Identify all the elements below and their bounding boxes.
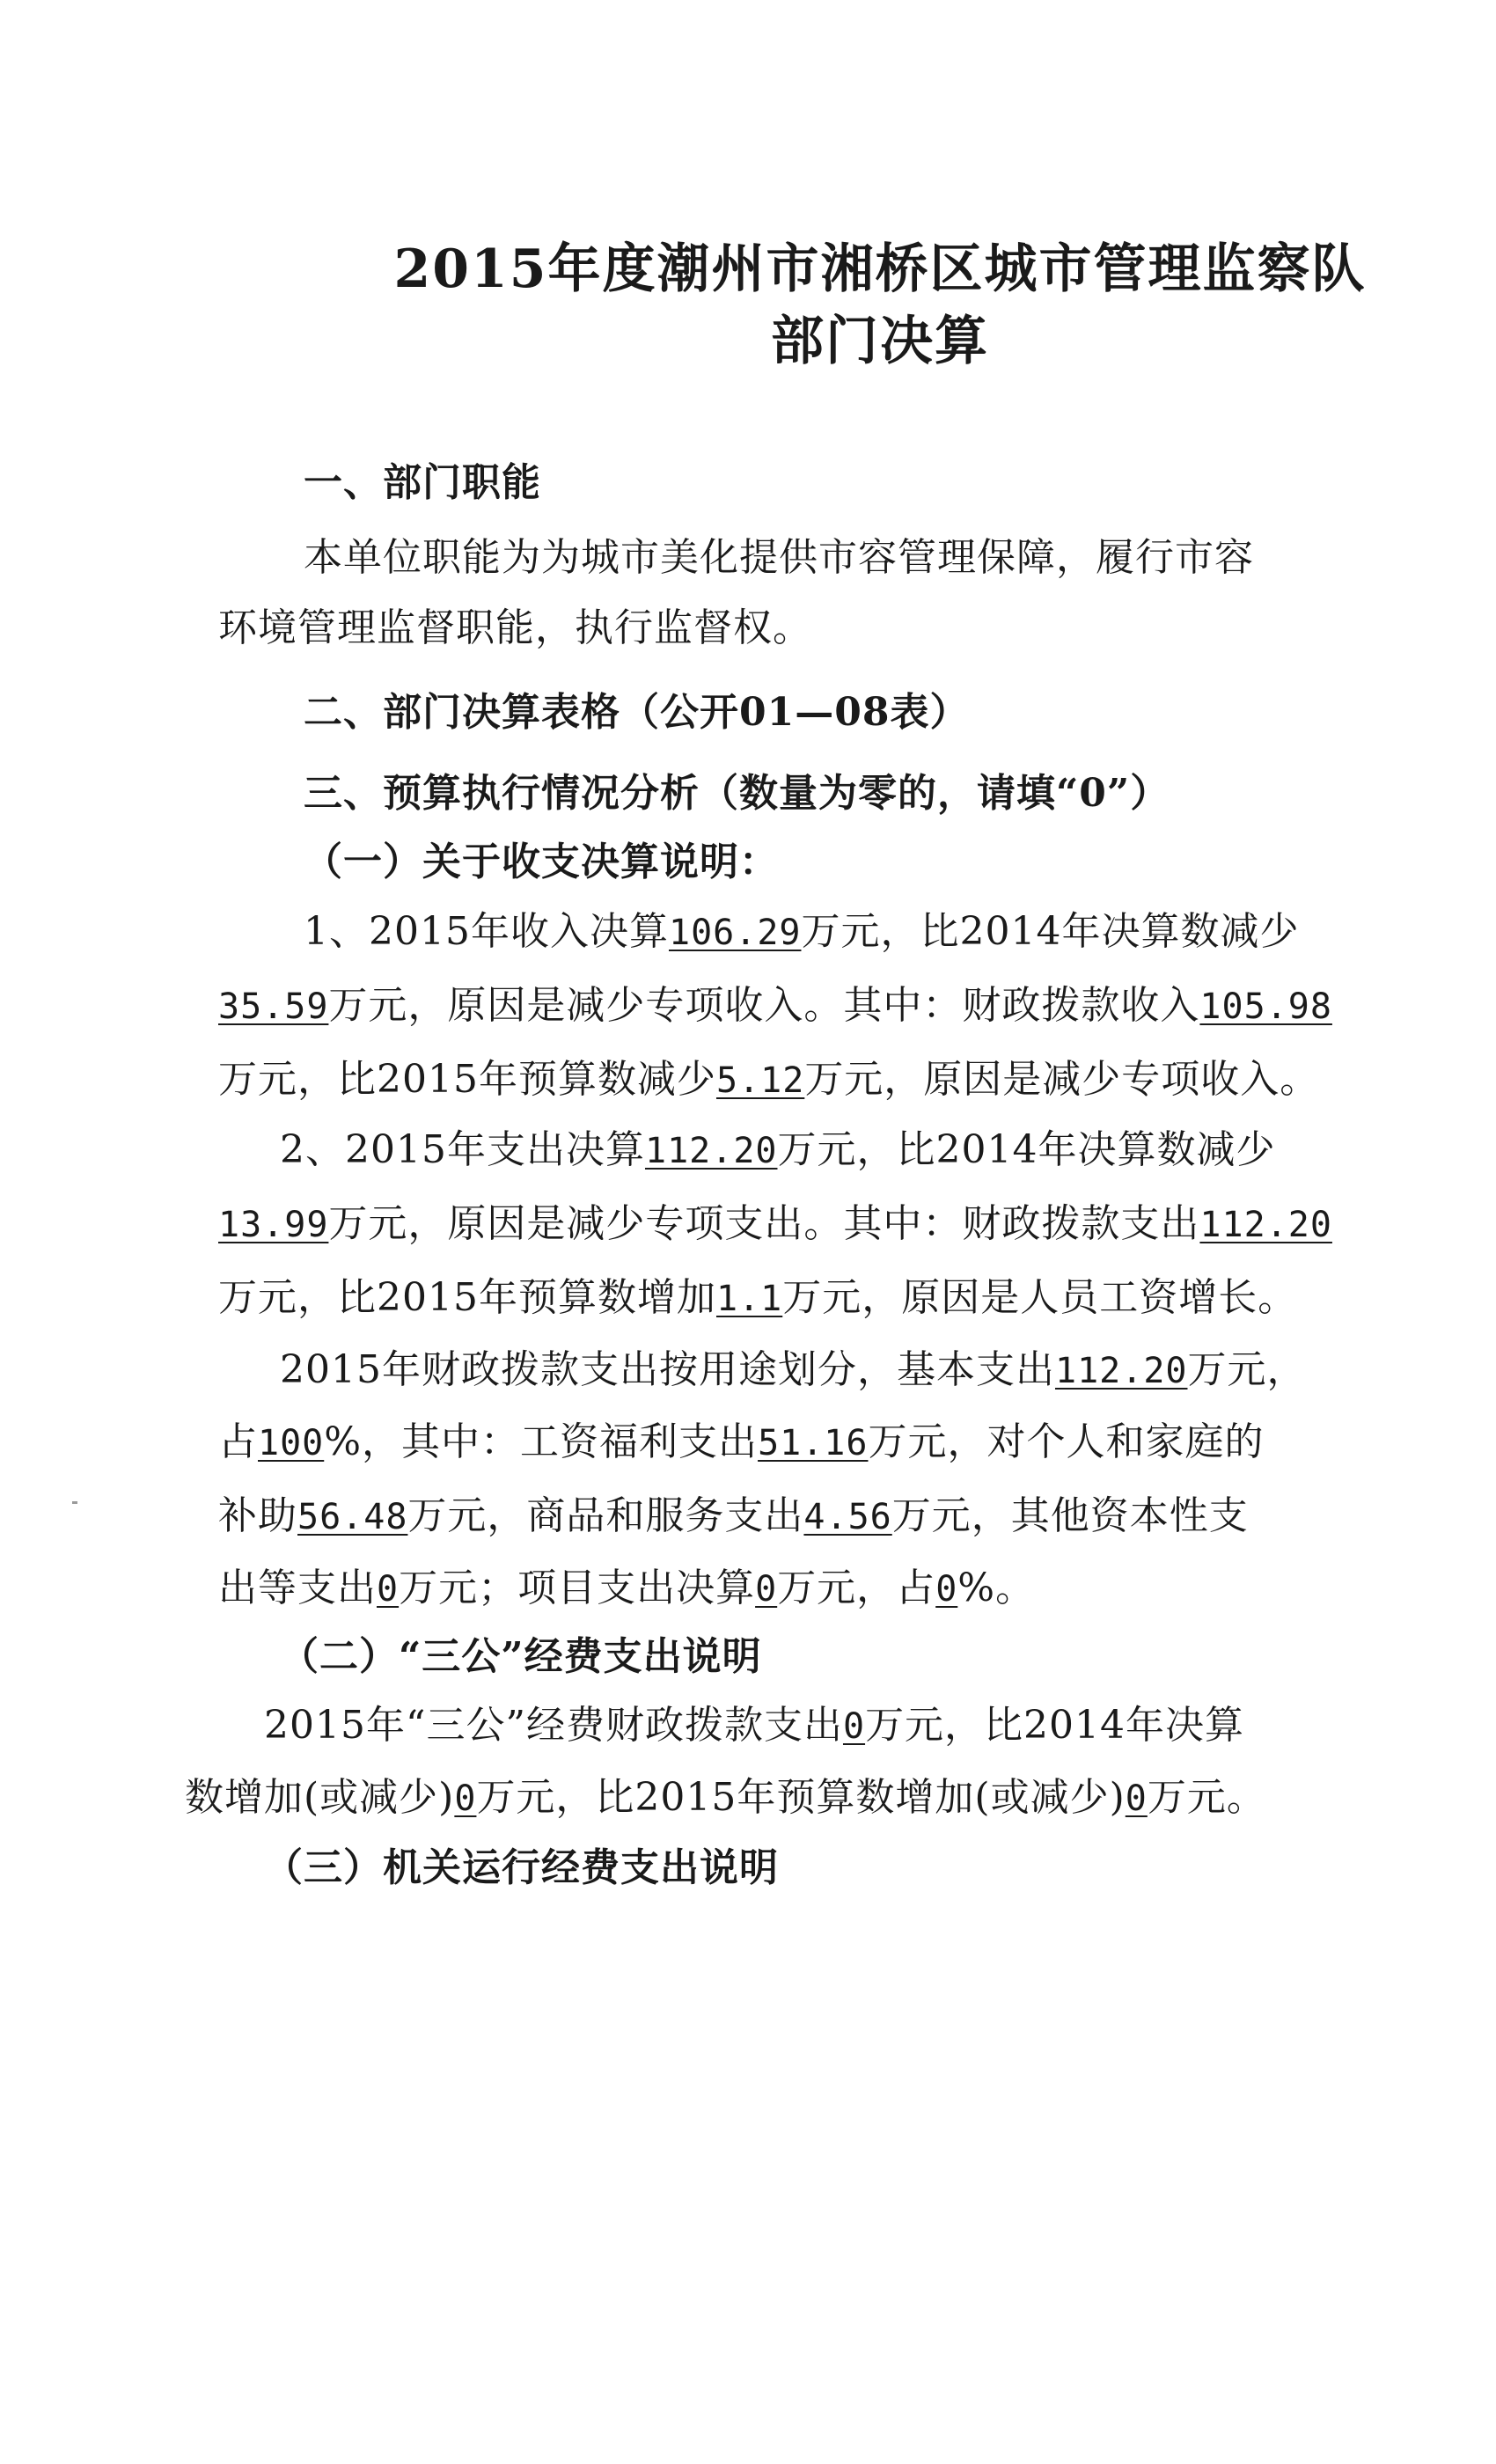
scan-artifact bbox=[72, 1501, 77, 1504]
sangong-line2 bbox=[185, 1765, 1266, 1822]
sangong-change-vs-2014: 0 bbox=[454, 1778, 477, 1819]
income-line1 bbox=[304, 899, 1299, 956]
income-text: 万元，比2014年决算数减少 bbox=[801, 909, 1300, 954]
sangong-text: 2015年“三公”经费财政拨款支出 bbox=[264, 1703, 843, 1748]
breakdown-line4 bbox=[218, 1556, 1035, 1612]
section2-heading: 二、部门决算表格（公开01—08表） bbox=[304, 690, 970, 735]
project-expense-value: 0 bbox=[755, 1569, 778, 1610]
breakdown-text: 占 bbox=[218, 1419, 258, 1464]
expense-increase-value: 1.1 bbox=[715, 1279, 783, 1319]
expense-line3 bbox=[218, 1265, 1297, 1322]
income-decrease-value: 35.59 bbox=[218, 986, 329, 1027]
expense-text: 万元，比2015年预算数增加 bbox=[218, 1275, 716, 1320]
breakdown-text: 2015年财政拨款支出按用途划分，基本支出 bbox=[280, 1347, 1055, 1392]
goods-services-value: 4.56 bbox=[803, 1497, 892, 1537]
expense-line1 bbox=[280, 1118, 1275, 1174]
subsection1-heading: （一）关于收支决算说明： bbox=[304, 840, 779, 884]
sangong-change-vs-budget: 0 bbox=[1125, 1778, 1148, 1819]
breakdown-text: 万元，占 bbox=[777, 1566, 936, 1610]
section1-paragraph-line2: 环境管理监督职能，执行监督权。 bbox=[218, 605, 812, 650]
breakdown-text: %。 bbox=[957, 1566, 1036, 1610]
income-total-value: 106.29 bbox=[668, 913, 802, 953]
expense-total-value: 112.20 bbox=[644, 1131, 778, 1171]
project-expense-percent: 0 bbox=[935, 1569, 958, 1610]
income-text: 万元，原因是减少专项收入。 bbox=[804, 1057, 1320, 1102]
subsidy-value: 56.48 bbox=[297, 1497, 408, 1537]
expense-fiscal-value: 112.20 bbox=[1199, 1205, 1332, 1245]
sangong-line1 bbox=[264, 1693, 1244, 1749]
expense-line2 bbox=[218, 1192, 1332, 1248]
expense-text: 万元，比2014年决算数减少 bbox=[777, 1127, 1276, 1172]
income-text: 万元，比2015年预算数减少 bbox=[218, 1057, 716, 1102]
income-fiscal-decrease-value: 5.12 bbox=[715, 1060, 805, 1101]
sangong-text: 万元，比2015年预算数增加(或减少) bbox=[476, 1775, 1126, 1820]
breakdown-text: 万元，对个人和家庭的 bbox=[868, 1419, 1265, 1464]
breakdown-text: 补助 bbox=[218, 1493, 297, 1538]
breakdown-line1 bbox=[280, 1338, 1306, 1394]
basic-expense-percent: 100 bbox=[258, 1423, 325, 1463]
sangong-expense-value: 0 bbox=[842, 1706, 866, 1747]
sangong-text: 数增加(或减少) bbox=[185, 1775, 455, 1820]
subsection3-heading: （三）机关运行经费支出说明 bbox=[264, 1845, 779, 1890]
section1-paragraph-line1: 本单位职能为为城市美化提供市容管理保障，履行市容 bbox=[304, 535, 1254, 580]
capital-expense-value: 0 bbox=[377, 1569, 400, 1610]
breakdown-text: 出等支出 bbox=[218, 1566, 377, 1610]
sangong-text: 万元，比2014年决算 bbox=[865, 1703, 1245, 1748]
income-line2 bbox=[218, 973, 1332, 1030]
sangong-text: 万元。 bbox=[1147, 1775, 1266, 1820]
expense-text: 2、2015年支出决算 bbox=[280, 1127, 645, 1172]
income-text: 1、2015年收入决算 bbox=[304, 909, 669, 954]
expense-text: 万元，原因是人员工资增长。 bbox=[782, 1275, 1298, 1320]
breakdown-line2 bbox=[218, 1410, 1264, 1466]
section1-heading: 一、部门职能 bbox=[304, 460, 541, 505]
expense-text: 万元，原因是减少专项支出。其中：财政拨款支出 bbox=[328, 1201, 1200, 1246]
breakdown-text: %，其中：工资福利支出 bbox=[324, 1419, 759, 1464]
subsection2-heading: （二）“三公”经费支出说明 bbox=[280, 1634, 762, 1679]
document-title-line2: 部门决算 bbox=[771, 311, 989, 372]
breakdown-text: 万元；项目支出决算 bbox=[399, 1566, 756, 1610]
breakdown-line3 bbox=[218, 1484, 1249, 1540]
breakdown-text: 万元，其他资本性支 bbox=[891, 1493, 1249, 1538]
income-line3 bbox=[218, 1047, 1319, 1104]
breakdown-text: 万元，商品和服务支出 bbox=[407, 1493, 804, 1538]
section3-heading: 三、预算执行情况分析（数量为零的，请填“0”） bbox=[304, 771, 1170, 816]
income-text: 万元，原因是减少专项收入。其中：财政拨款收入 bbox=[328, 983, 1200, 1028]
basic-expense-value: 112.20 bbox=[1054, 1351, 1188, 1391]
income-fiscal-value: 105.98 bbox=[1199, 986, 1332, 1027]
breakdown-text: 万元， bbox=[1187, 1347, 1307, 1392]
wages-value: 51.16 bbox=[758, 1423, 869, 1463]
document-title-line1: 2015年度潮州市湘桥区城市管理监察队 bbox=[393, 238, 1367, 300]
expense-decrease-value: 13.99 bbox=[218, 1205, 329, 1245]
